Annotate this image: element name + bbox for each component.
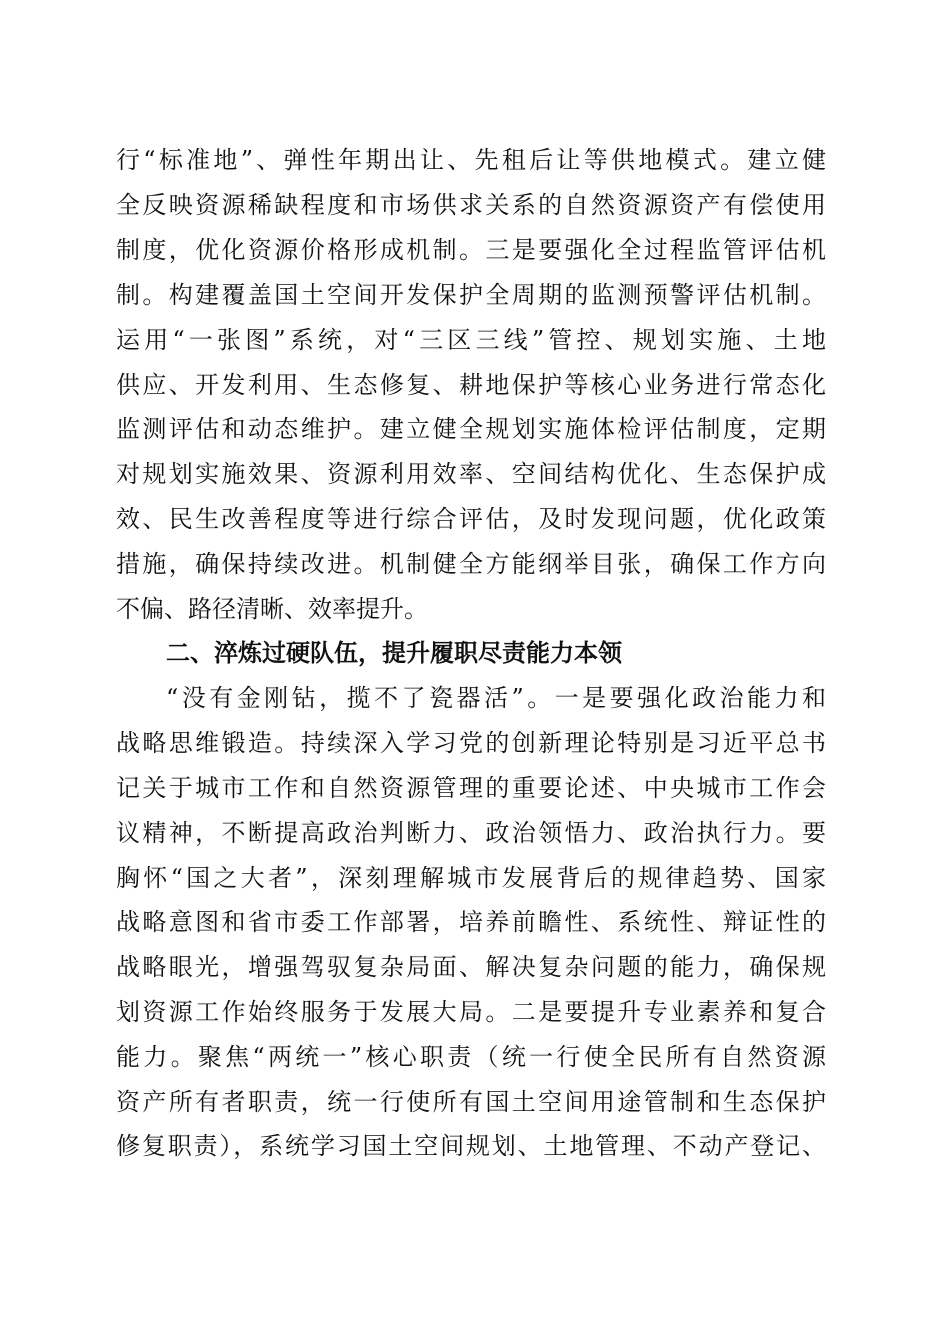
section-heading: 二、淬炼过硬队伍，提升履职尽责能力本领	[166, 639, 622, 667]
paragraph2-line-2: 战略思维锻造。持续深入学习党的创新理论特别是习近平总书	[116, 729, 826, 757]
paragraph2-line-6: 战略意图和省市委工作部署，培养前瞻性、系统性、辩证性的	[116, 908, 826, 936]
paragraph2-line-9: 能力。聚焦“两统一”核心职责（统一行使全民所有自然资源	[116, 1043, 826, 1071]
paragraph1-line-5: 运用“一张图”系统，对“三区三线”管控、规划实施、土地	[116, 326, 826, 354]
paragraph1-line-4: 制。构建覆盖国土空间开发保护全周期的监测预警评估机制。	[116, 281, 826, 309]
paragraph2-line-10: 资产所有者职责，统一行使所有国土空间用途管制和生态保护	[116, 1088, 826, 1116]
paragraph1-line-6: 供应、开发利用、生态修复、耕地保护等核心业务进行常态化	[116, 371, 826, 399]
paragraph2-line-5: 胸怀“国之大者”，深刻理解城市发展背后的规律趋势、国家	[116, 864, 826, 892]
paragraph2-line-8: 划资源工作始终服务于发展大局。二是要提升专业素养和复合	[116, 998, 826, 1026]
paragraph1-line-8: 对规划实施效果、资源利用效率、空间结构优化、生态保护成	[116, 460, 826, 488]
paragraph1-line-3: 制度，优化资源价格形成机制。三是要强化全过程监管评估机	[116, 236, 826, 264]
paragraph1-line-2: 全反映资源稀缺程度和市场供求关系的自然资源资产有偿使用	[116, 191, 826, 219]
paragraph2-line-11: 修复职责），系统学习国土空间规划、土地管理、不动产登记、	[116, 1132, 826, 1160]
paragraph1-line-1: 行“标准地”、弹性年期出让、先租后让等供地模式。建立健	[116, 146, 826, 174]
paragraph1-line-7: 监测评估和动态维护。建立健全规划实施体检评估制度，定期	[116, 415, 826, 443]
paragraph1-line-11: 不偏、路径清晰、效率提升。	[116, 595, 428, 623]
paragraph2-line-4: 议精神，不断提高政治判断力、政治领悟力、政治执行力。要	[116, 819, 826, 847]
paragraph2-line-3: 记关于城市工作和自然资源管理的重要论述、中央城市工作会	[116, 774, 826, 802]
paragraph1-line-10: 措施，确保持续改进。机制健全方能纲举目张，确保工作方向	[116, 550, 826, 578]
paragraph2-line-1: “没有金刚钻，揽不了瓷器活”。一是要强化政治能力和	[166, 684, 826, 712]
paragraph1-line-9: 效、民生改善程度等进行综合评估，及时发现问题，优化政策	[116, 505, 826, 533]
paragraph2-line-7: 战略眼光，增强驾驭复杂局面、解决复杂问题的能力，确保规	[116, 953, 826, 981]
